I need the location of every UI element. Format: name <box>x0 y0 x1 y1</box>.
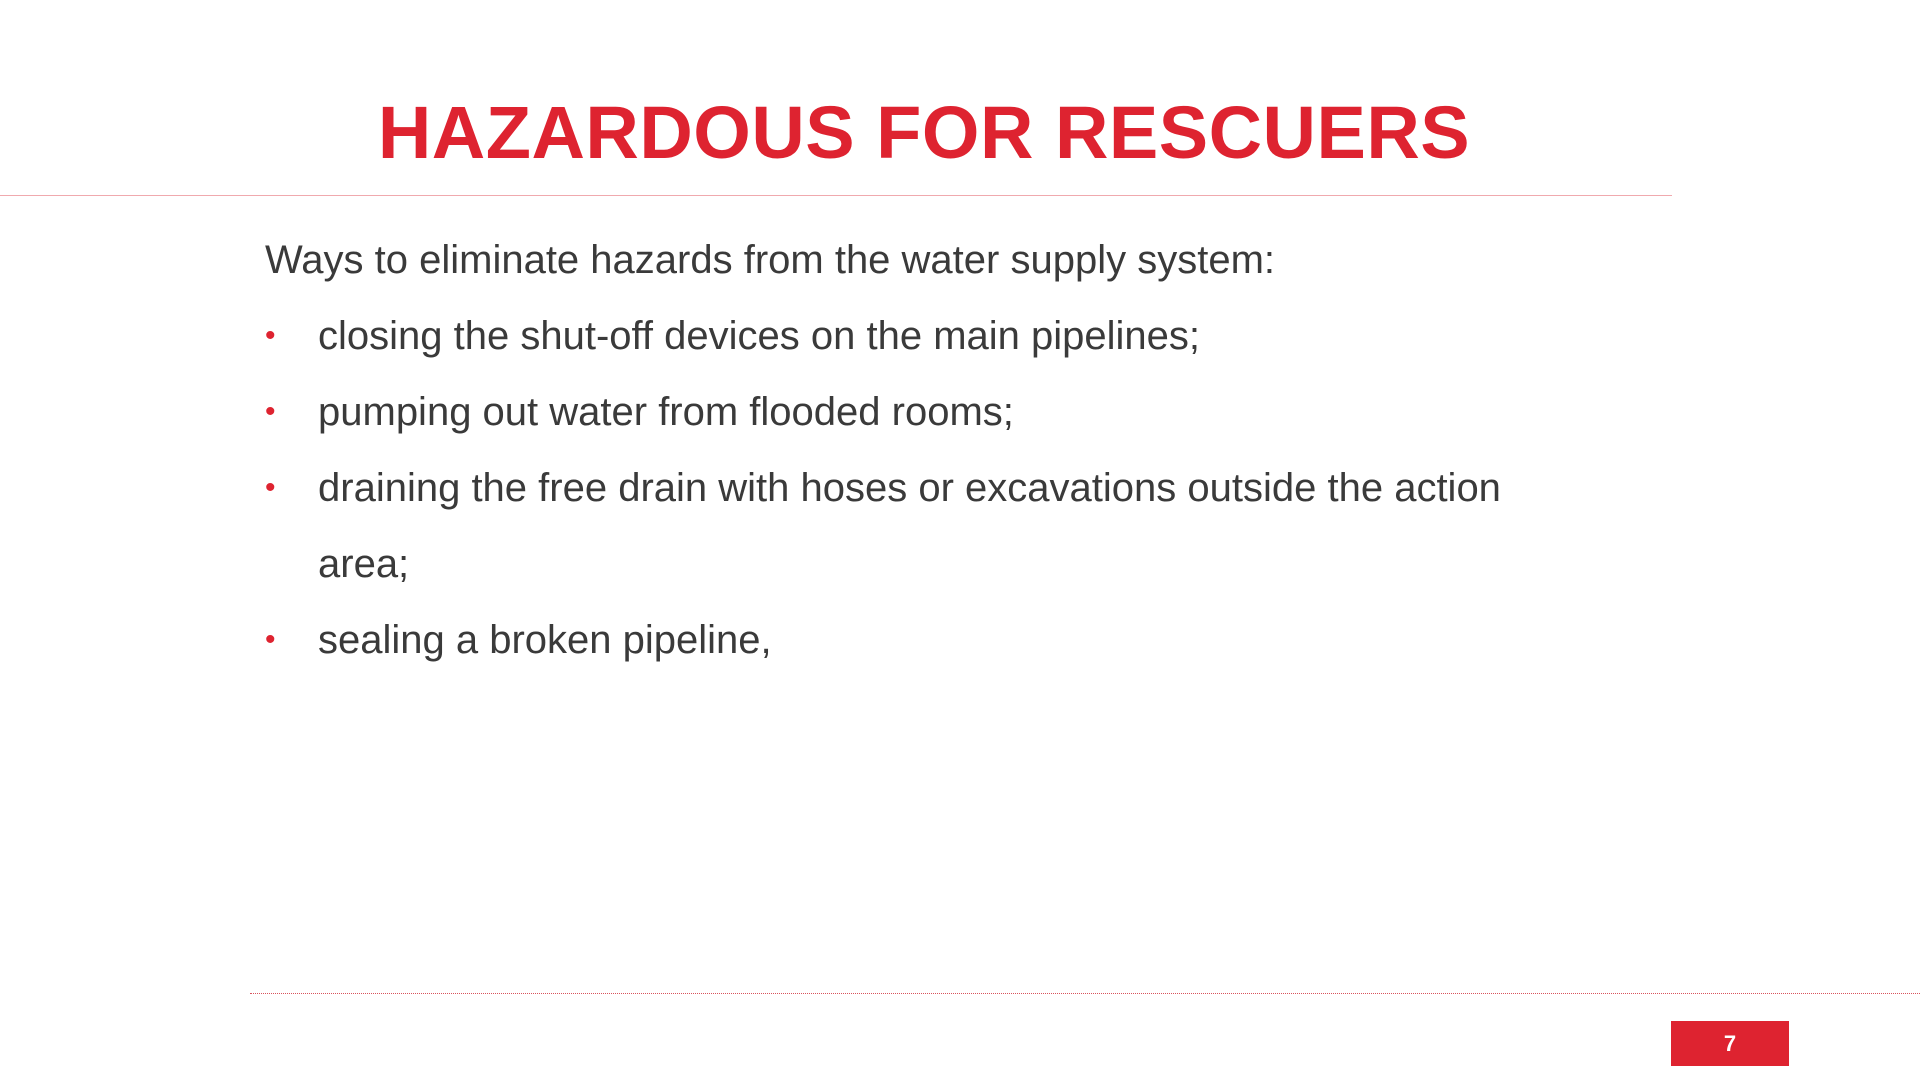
bullet-icon: • <box>265 623 276 656</box>
footer-divider <box>250 993 1920 994</box>
bullet-item <box>265 602 1595 678</box>
bullet-item <box>265 298 1595 374</box>
slide-title: HAZARDOUS FOR RESCUERS <box>377 91 1471 174</box>
bullet-text: pumping out water from flooded rooms; <box>318 390 1014 434</box>
bullet-icon: • <box>265 471 276 504</box>
bullet-item <box>265 450 1595 602</box>
bullet-icon: • <box>265 395 276 428</box>
slide-body <box>265 222 1595 678</box>
bullet-list <box>265 298 1595 678</box>
bullet-icon: • <box>265 319 276 352</box>
bullet-text: closing the shut-off devices on the main pipelines; <box>318 314 1201 358</box>
page-number-badge: 7 <box>1671 1021 1789 1066</box>
title-divider <box>0 195 1672 196</box>
bullet-text: sealing a broken pipeline, <box>318 618 772 662</box>
bullet-item <box>265 374 1595 450</box>
intro-text: Ways to eliminate hazards from the water supply system: <box>265 238 1275 282</box>
bullet-text: draining the free drain with hoses or excavations outside the action area; <box>318 466 1501 586</box>
